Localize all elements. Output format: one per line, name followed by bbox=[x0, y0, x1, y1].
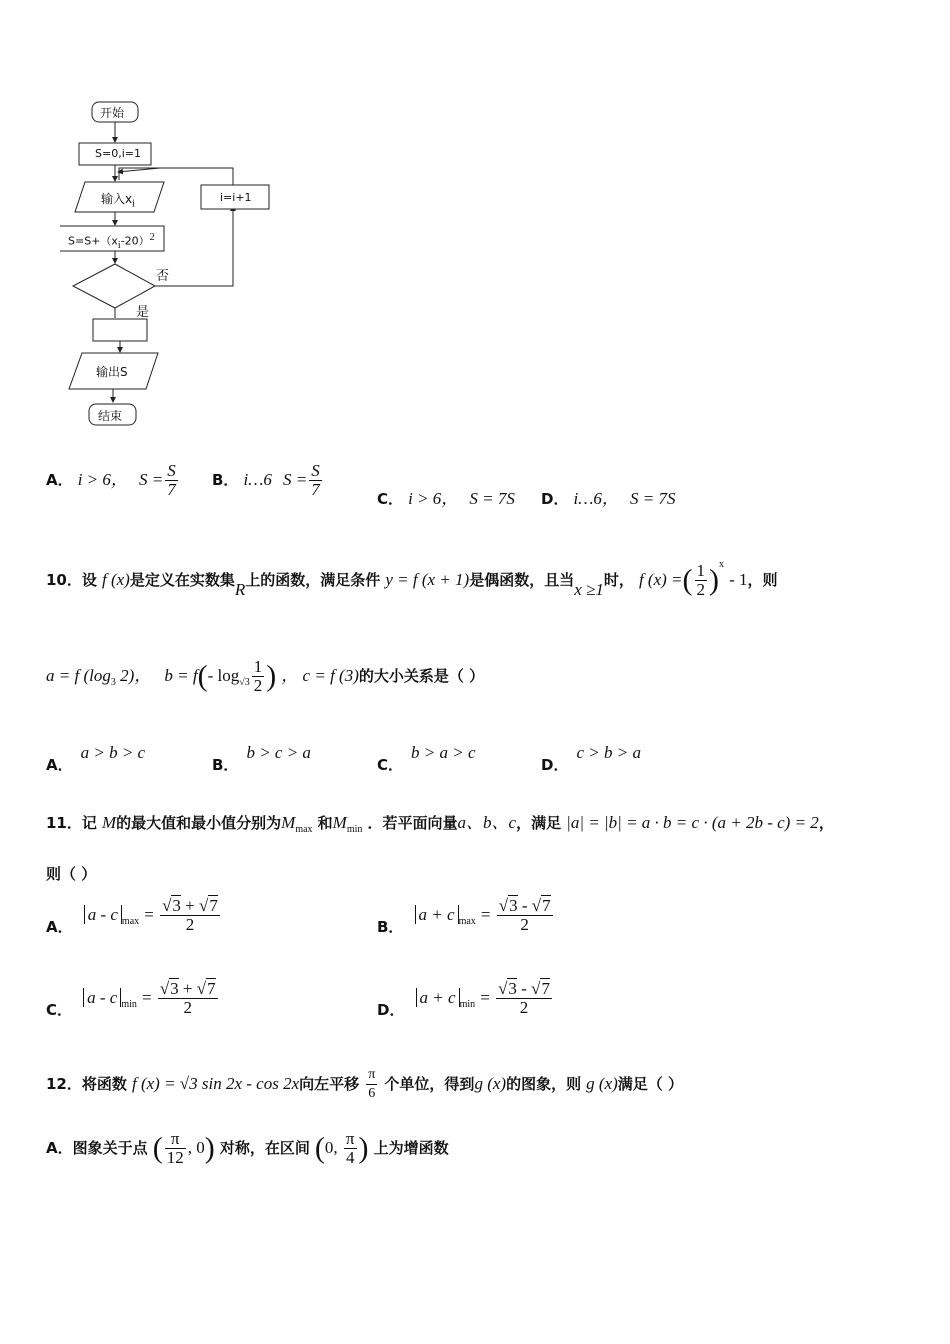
init-label: S=0,i=1 bbox=[95, 147, 141, 160]
fraction: $\frac{1}{2}$ bbox=[253, 657, 263, 695]
q10-option-c: C．b > a > c bbox=[377, 743, 476, 774]
q11-option-b: B． a + c $_{max}$ = $\frac{√3 - √7}{2}$ bbox=[377, 896, 551, 936]
q11-stem-line1: 11．记 M的最大值和最小值分别为$M_{max}$ 和$M_{min}$ ．若平面向量a、b、c，满足 |a| = |b| = a · b = c · (a + 2b - c) = 2， bbox=[46, 813, 834, 836]
fraction: $\frac{√3 + √7}{2}$ bbox=[162, 896, 218, 934]
fraction: $\frac{√3 - √7}{2}$ bbox=[498, 979, 550, 1017]
q11-option-a: A． a - c $_{max}$ = $\frac{√3 + √7}{2}$ bbox=[46, 896, 218, 936]
input-label: 输入$x_i$ bbox=[101, 192, 135, 210]
q10-option-b: B．b > c > a bbox=[212, 743, 311, 774]
fraction: $\frac{\pi}{12}$ bbox=[166, 1129, 184, 1167]
q12-stem: 12．将函数 f (x) = √3 sin 2x - cos 2x向左平移 $\frac{\pi}{6}$ 个单位，得到g (x)的图象，则 g (x)满足（ ） bbox=[46, 1067, 684, 1101]
fraction: $\frac{√3 + √7}{2}$ bbox=[159, 979, 216, 1017]
end-label: 结束 bbox=[98, 409, 123, 423]
fraction: $\frac{S}{7}$ bbox=[311, 461, 320, 499]
q10-stem-line1: 10．设 f (x)是定义在实数集R上的函数，满足条件 y = f (x + 1)是偶函数，且当x ≥1时， f (x) =( $\frac{1}{2}$ )$^x$ - 1，则 bbox=[46, 558, 778, 599]
fraction: $\frac{S}{7}$ bbox=[167, 461, 176, 499]
q10-stem-line2: a = f ($\log_3$ 2)， b = f(- $\log_{√3}$ $\frac{1}{2}$ ) ， c = f (3)的大小关系是（ ） bbox=[46, 657, 485, 695]
q11-stem-line2: 则（ ） bbox=[46, 865, 97, 883]
q10-option-d: D．c > b > a bbox=[541, 743, 641, 774]
blank-condition-box bbox=[93, 319, 147, 341]
q10-option-a: A．a > b > c bbox=[46, 743, 146, 774]
fraction: $\frac{\pi}{6}$ bbox=[368, 1067, 376, 1101]
no-label: 否 bbox=[156, 269, 170, 284]
flowchart-lines bbox=[60, 95, 290, 435]
q9-option-a: A． i > 6， S = $\frac{S}{7}$ bbox=[46, 461, 176, 499]
start-label: 开始 bbox=[100, 106, 125, 120]
q9-option-d: D． i…6， S = 7S bbox=[541, 489, 676, 508]
half-fraction: $\frac{1}{2}$ bbox=[696, 561, 706, 599]
q11-option-c: C． a - c $_{min}$ = $\frac{√3 + √7}{2}$ bbox=[46, 979, 216, 1019]
flowchart bbox=[60, 95, 290, 435]
q9-option-c: C． i > 6， S = 7S bbox=[377, 489, 515, 508]
update-label: $S=S+(x_i-20)^2$ bbox=[68, 232, 155, 251]
q12-option-a: A．图象关于点 ( $\frac{\pi}{12}$ , 0) 对称，在区间 (0, $\frac{\pi}{4}$ ) 上为增函数 bbox=[46, 1129, 449, 1167]
fraction: $\frac{\pi}{4}$ bbox=[345, 1129, 355, 1167]
q11-option-d: D． a + c $_{min}$ = $\frac{√3 - √7}{2}$ bbox=[377, 979, 550, 1019]
fraction: $\frac{√3 - √7}{2}$ bbox=[498, 896, 551, 934]
yes-label: 是 bbox=[136, 305, 150, 320]
increment-label: i=i+1 bbox=[220, 191, 252, 204]
output-label: 输出S bbox=[96, 365, 128, 379]
q9-option-b: B． i…6 S = $\frac{S}{7}$ bbox=[212, 461, 320, 499]
